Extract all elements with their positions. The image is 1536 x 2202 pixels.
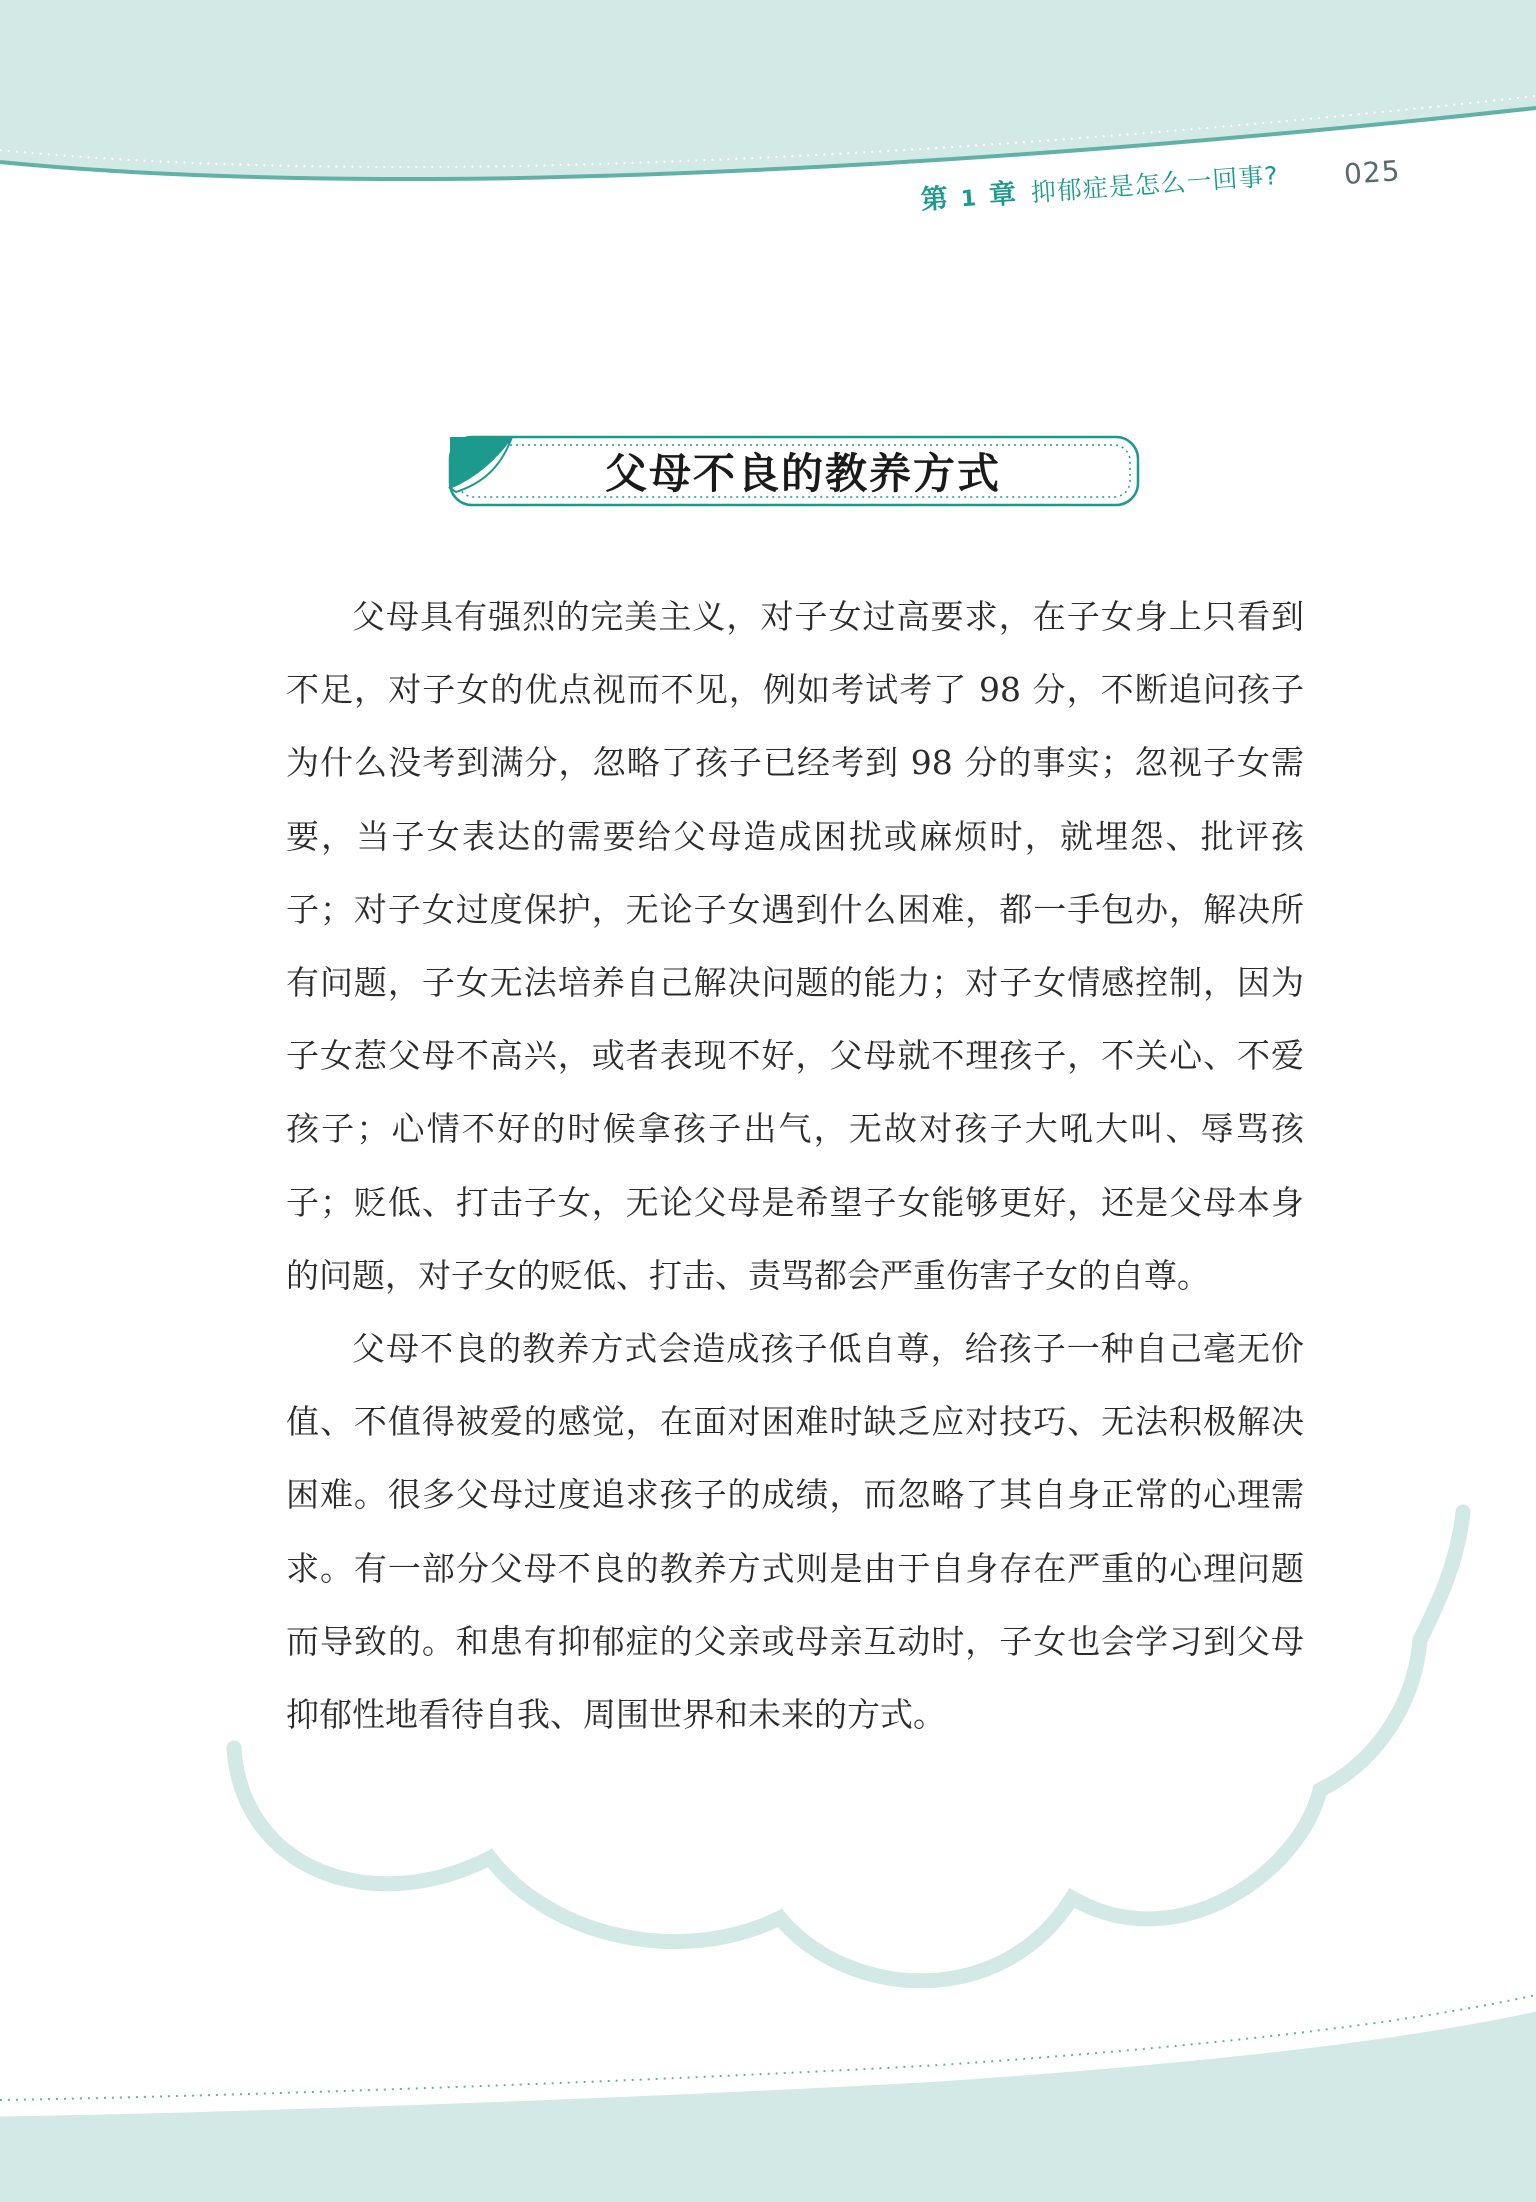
chapter-number: 1 bbox=[960, 186, 979, 213]
bottom-banner bbox=[0, 2010, 1536, 2202]
chapter-title: 抑郁症是怎么一回事? bbox=[1029, 161, 1280, 208]
section-title: 父母不良的教养方式 bbox=[604, 449, 1001, 498]
top-banner bbox=[0, 0, 1536, 179]
chapter-prefix: 第 bbox=[919, 183, 950, 217]
paragraph-2: 父母不良的教养方式会造成孩子低自尊，给孩子一种自己毫无价值、不值得被爱的感觉，在面对困难时缺乏应对技巧、无法积极解决困难。很多父母过度追求孩子的成绩，而忽略了其自身正常的心理需求。有一部分父母不良的教养方式则是由于自身存在严重的心理问题而导致的。和患有抑郁症的父亲或母亲互动时，子女也会学习到父母抑郁性地看待自我、周围世界和未来的方式。 bbox=[286, 1329, 1304, 1735]
body-text bbox=[286, 580, 1304, 1751]
page-number: 025 bbox=[1342, 154, 1402, 191]
chapter-suffix: 章 bbox=[987, 178, 1019, 212]
section-title-box bbox=[449, 436, 1139, 506]
paragraph-1: 父母具有强烈的完美主义，对子女过高要求，在子女身上只看到不足，对子女的优点视而不见，例如考试考了 98 分，不断追问孩子为什么没考到满分，忽略了孩子已经考到 98 分的事实；忽视子女需要，当子女表达的需要给父母造成困扰或麻烦时，就埋怨、批评孩子；对子女过度保护，无论子女遇到什么困难，都一手包办，解决所有问题，子女无法培养自己解决问题的能力；对子女情感控制，因为子女惹父母不高兴，或者表现不好，父母就不理孩子，不关心、不爱孩子；心情不好的时候拿孩子出气，无故对孩子大吼大叫、辱骂孩子；贬低、打击子女，无论父母是希望子女能够更好，还是父母本身的问题，对子女的贬低、打击、责骂都会严重伤害子女的自尊。 bbox=[286, 597, 1304, 1295]
